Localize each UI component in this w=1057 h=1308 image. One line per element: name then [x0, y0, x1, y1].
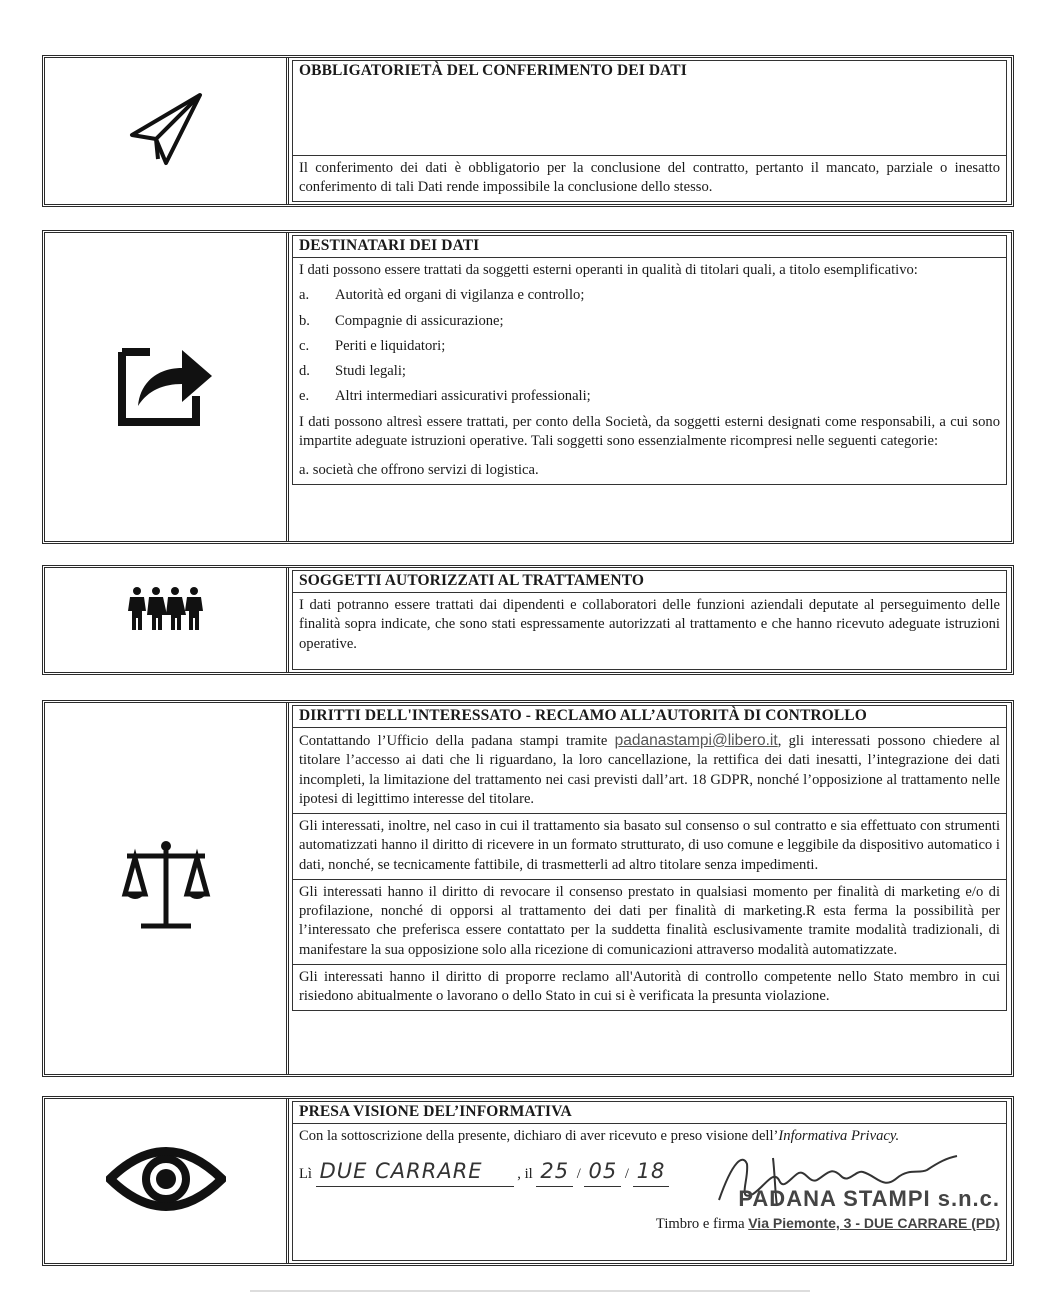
section-title: OBBLIGATORIETÀ DEL CONFERIMENTO DEI DATI	[292, 60, 1007, 156]
section-soggetti	[42, 565, 1014, 675]
section-destinatari	[42, 230, 1014, 544]
section-title: DIRITTI DELL'INTERESSATO - RECLAMO ALL’AUTORITÀ DI CONTROLLO	[292, 705, 1007, 728]
section-title: PRESA VISIONE DEL’INFORMATIVA	[292, 1101, 1007, 1124]
date-year: 18	[633, 1158, 670, 1187]
section-title: SOGGETTI AUTORIZZATI AL TRATTAMENTO	[292, 570, 1007, 593]
section-presa-visione	[42, 1096, 1014, 1266]
list-item: a. Autorità ed organi di vigilanza e controllo;	[299, 287, 585, 304]
footer-divider	[250, 1290, 810, 1292]
list-item: e. Altri intermediari assicurativi professionali;	[299, 388, 591, 405]
icon-cell	[45, 58, 289, 204]
icon-cell	[45, 703, 289, 1074]
section-content	[289, 58, 1011, 204]
list-item: b. Compagnie di assicurazione;	[299, 312, 504, 329]
eye-icon	[106, 1144, 226, 1219]
paragraph-portability: Gli interessati, inoltre, nel caso in cui il trattamento sia basato sul consenso o sul contratto e sia effettuato con strumenti automatizzati hanno il diritto di ricevere in un formato strutturato, di uso comune e leggibile da dispositivo automatico i dati, nonché, se tecnicamente fattibile, di trasmetterli ad altro titolare senza impedimenti.	[292, 814, 1007, 880]
date-day: 25	[536, 1158, 573, 1187]
section-content	[289, 1099, 1011, 1263]
people-icon	[128, 586, 204, 637]
share-icon	[116, 342, 216, 433]
section-text: I dati potranno essere trattati dai dipendenti e collaboratori delle funzioni aziendali deputate al perseguimento delle finalità sopra indicate, che sono stati espressamente autorizzati al trattamento e che hanno ricevuto adeguate istruzioni operative.	[292, 593, 1007, 670]
section-text	[292, 258, 1007, 485]
email-link[interactable]: padanastampi@libero.it	[614, 732, 778, 749]
list-item: c. Periti e liquidatori;	[299, 337, 446, 354]
place-value: DUE CARRARE	[316, 1158, 514, 1187]
paragraph-complaint: Gli interessati hanno il diritto di proporre reclamo all'Autorità di controllo competente nello Stato membro in cui risiedono abitualmente o lavorano o dello Stato in cui si è verificata la presunta violazione.	[292, 965, 1007, 1012]
paragraph-revoke: Gli interessati hanno il diritto di revocare il consenso prestato in qualsiasi momento per finalità di marketing e/o di profilazione, nonché di opporsi al trattamento dei dati per finalità di marketing.R esta ferma la possibilità per l’interessato che preferisca essere contattato per la suddetta finalità esclusivamente tramite modalità tradizionali, di manifestare la sua opposizione solo alla ricezione di comunicazioni attraverso modalità automatizzate.	[292, 880, 1007, 965]
section-content	[289, 233, 1011, 541]
section-content	[289, 568, 1011, 672]
address-stamp: Via Piemonte, 3 - DUE CARRARE (PD)	[748, 1215, 1000, 1231]
section-text: Il conferimento dei dati è obbligatorio per la conclusione del contratto, pertanto il mancato, parziale o inesatto conferimento di tali Dati rende impossibile la conclusione dello stesso.	[292, 156, 1007, 203]
consent-text: Con la sottoscrizione della presente, dichiaro di aver ricevuto e preso visione dell’Informativa Privacy.	[299, 1128, 900, 1144]
outro-text: I dati possono altresì essere trattati, per conto della Società, da soggetti esterni designati come responsabili, a cui sono impartite adeguate istruzioni operative. Tali soggetti sono essenzialmente ricompresi nelle seguenti categorie:	[299, 413, 1000, 449]
date-month: 05	[584, 1158, 621, 1187]
intro-text: I dati possono essere trattati da soggetti esterni operanti in qualità di titolari quali, a titolo esemplificativo:	[299, 262, 918, 278]
section-diritti	[42, 700, 1014, 1077]
icon-cell	[45, 233, 289, 541]
paper-plane-icon	[126, 89, 206, 174]
list-item: d. Studi legali;	[299, 363, 406, 379]
icon-cell	[45, 1099, 289, 1263]
final-text: a. società che offrono servizi di logistica.	[299, 462, 539, 478]
icon-cell	[45, 568, 289, 672]
scales-icon	[121, 838, 211, 939]
paragraph-access: Contattando l’Ufficio della padana stampi tramite padanastampi@libero.it, gli interessati possono chiedere al titolare l’accesso ai dati che li riguardano, la loro cancellazione, la rettifica dei dati inesatti, l’integrazione dei dati incompleti, la limitazione del trattamento nei casi previsti dall’art. 18 GDPR, nonché l’opposizione al trattamento nelle ipotesi di legittimo interesse del titolare.	[292, 728, 1007, 814]
date-label: , il	[517, 1166, 533, 1183]
place-label: Lì	[299, 1166, 312, 1183]
place-date-line: Lì DUE CARRARE , il 25 / 05 / 18	[299, 1158, 1000, 1187]
section-title: DESTINATARI DEI DATI	[292, 235, 1007, 258]
section-obbligatorieta	[42, 55, 1014, 207]
consent-box	[292, 1124, 1007, 1261]
section-content	[289, 703, 1011, 1074]
stamp-label: Timbro e firma	[655, 1216, 745, 1232]
company-stamp: PADANA STAMPI s.n.c.	[738, 1186, 1000, 1211]
stamp-line	[656, 1214, 1000, 1234]
